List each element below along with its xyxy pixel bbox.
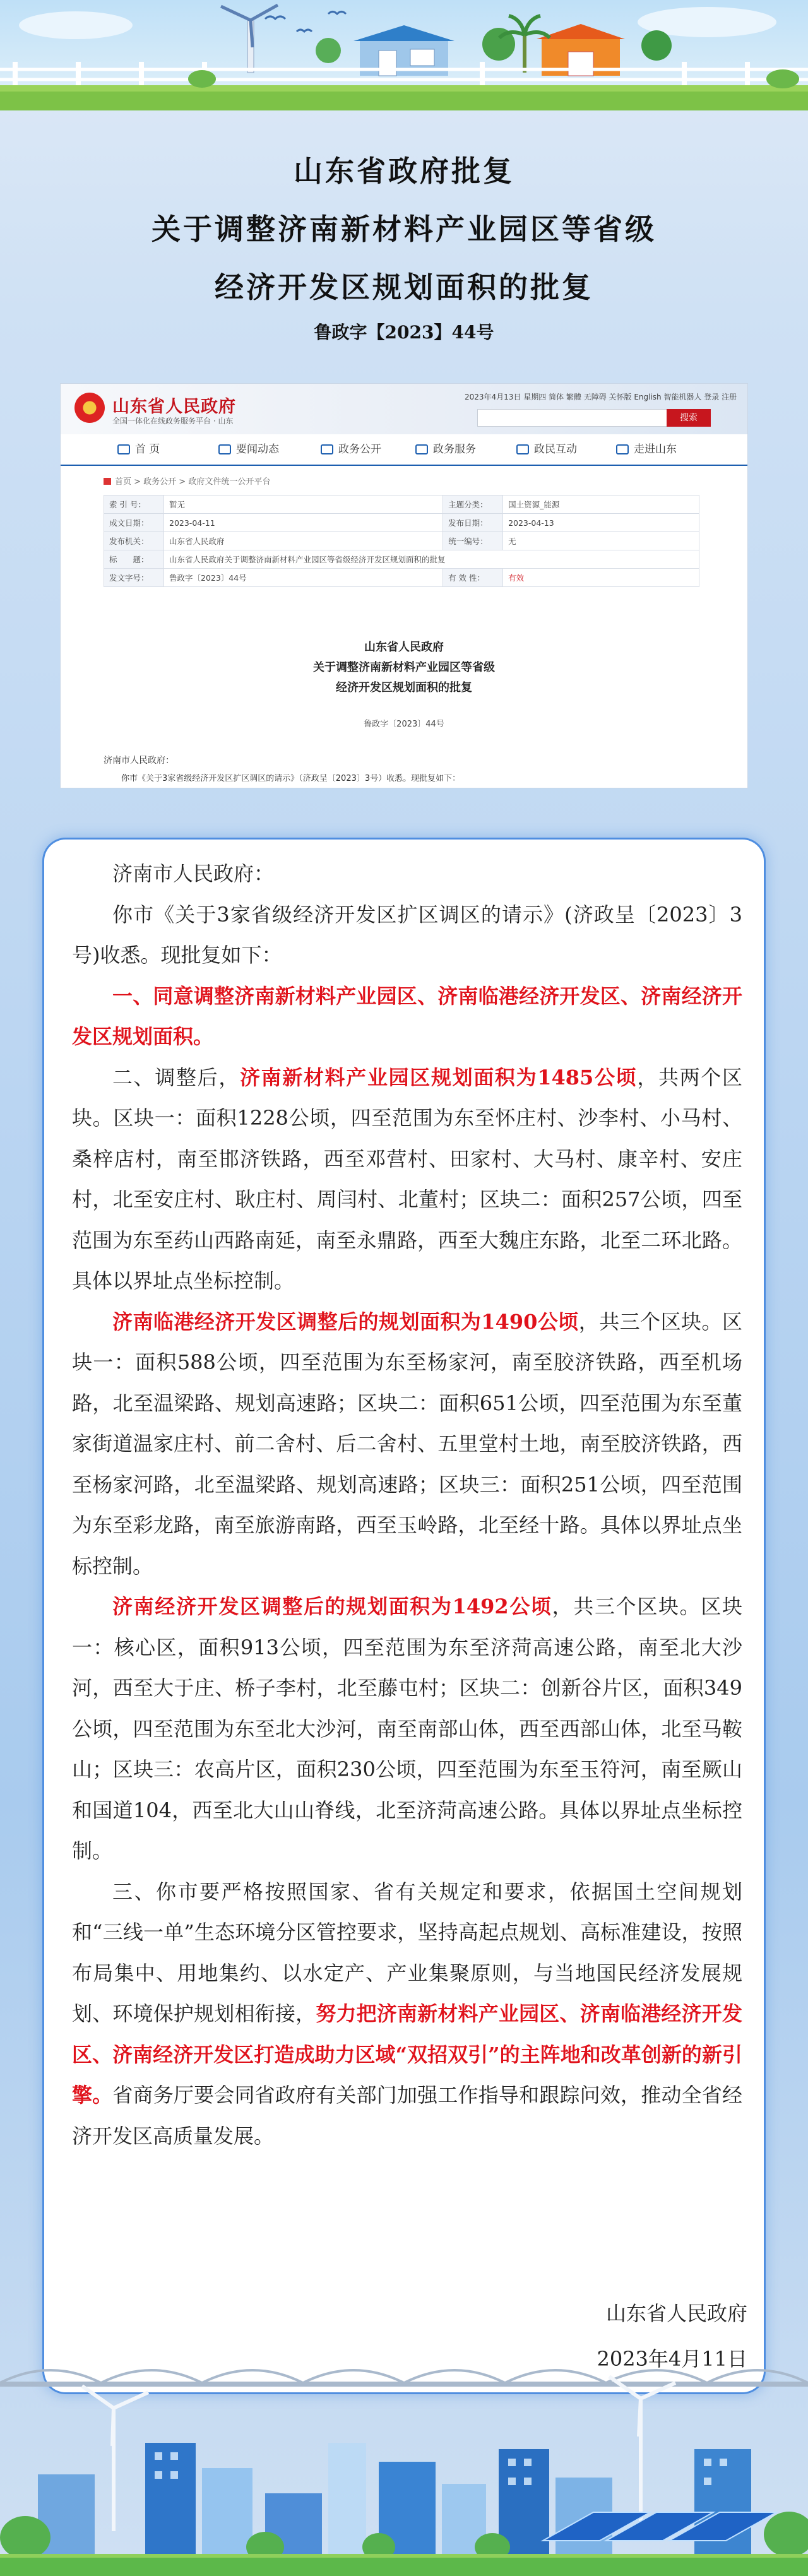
breadcrumb: 首页 > 政务公开 > 政府文件统一公开平台: [104, 475, 270, 487]
signature-org: 山东省人民政府: [605, 2301, 747, 2325]
intro-paragraph: 你市《关于3家省级经济开发区扩区调区的请示》(济政呈〔2023〕3号)收悉。现批复如下：: [72, 902, 742, 967]
reply-body: [72, 853, 742, 2156]
top-banner-illustration: [0, 0, 808, 110]
paragraph-3: 济南临港经济开发区调整后的规划面积为1490公顷，共三个区块。区块一：面积588公顷，四至范围为东至杨家河，南至胶济铁路，西至机场路，北至温梁路、规划高速路；区块二：面积651公顷，四至范围为东至董家街道温家庄村、前二舍村、后二舍村、五里堂村土地，南至胶济铁路，西至杨家河路，北至温梁路、规划高速路；区块三：面积251公顷，四至范围为东至彩龙路，南至旅游南路，西至玉岭路，北至经十路。具体以界址点坐标控制。: [72, 1309, 742, 1578]
table-row: 发文字号： 鲁政字〔2023〕44号 有 效 性： 有效: [104, 569, 699, 587]
chat-icon: [516, 444, 529, 454]
document-number: 鲁政字【2023】44号: [314, 322, 494, 343]
city-skyline-illustration: [0, 2323, 808, 2576]
paragraph-1: 一、同意调整济南新材料产业园区、济南临港经济开发区、济南经济开发区规划面积。: [72, 983, 742, 1048]
folder-icon: [321, 444, 333, 454]
table-row: 索 引 号： 暂无 主题分类： 国土资源_能源: [104, 496, 699, 514]
farm-scene-illustration: [0, 0, 808, 110]
paragraph-5: 三、你市要严格按照国家、省有关规定和要求，依据国土空间规划和“三线一单”生态环境分区管控要求，坚持高起点规划、高标准建设，按照布局集中、用地集约、以水定产、产业集聚原则，与当地国民经济发展规划、环境保护规划相衔接，努力把济南新材料产业园区、济南临港经济开发区、济南经济开发区打造成助力区域“双招双引”的主阵地和改革创新的新引擎。省商务厅要会同省政府有关部门加强工作指导和跟踪问效，推动全省经济开发区高质量发展。: [72, 1879, 742, 2148]
signature-date: 2023年4月11日: [597, 2347, 747, 2371]
table-row: 成文日期： 2023-04-11 发布日期： 2023-04-13: [104, 514, 699, 532]
table-row: 发布机关： 山东省人民政府 统一编号： 无: [104, 532, 699, 550]
portal-document-number: 鲁政字〔2023〕44号: [364, 720, 444, 729]
paragraph-2: 二、调整后，济南新材料产业园区规划面积为1485公顷，共两个区块。区块一：面积1228公顷，四至范围为东至怀庄村、沙李村、小马村、桑梓店村，南至邯济铁路，西至邓营村、田家村、大马村、康辛村、安庄村，北至安庄村、耿庄村、周闫村、北董村；区块二：面积257公顷，四至范围为东至药山西路南延，南至永鼎路，西至大魏庄东路，北至二环北路。具体以界址点坐标控制。: [72, 1065, 742, 1293]
portal-site-name: 山东省人民政府: [112, 397, 236, 417]
portal-site-subtitle: 全国一体化在线政务服务平台 · 山东: [112, 417, 234, 425]
portal-search-input[interactable]: [477, 409, 668, 427]
national-emblem-icon: [74, 393, 105, 423]
home-icon: [117, 444, 130, 454]
nav-gov-service[interactable]: 政务服务: [415, 434, 476, 465]
nav-about-shandong[interactable]: 走进山东: [616, 434, 677, 465]
title-line-2: 关于调整济南新材料产业园区等省级: [152, 212, 656, 246]
portal-top-links[interactable]: 2023年4月13日 星期四 简体 繁體 无障碍 关怀版 English 智能机器人 登录 注册: [465, 393, 737, 401]
nav-news[interactable]: 要闻动态: [218, 434, 279, 465]
home-icon: [104, 478, 111, 485]
salutation: 济南市人民政府：: [112, 862, 275, 886]
portal-nav-bar: [61, 434, 747, 466]
title-line-1: 山东省政府批复: [294, 154, 514, 188]
nav-interaction[interactable]: 政民互动: [516, 434, 577, 465]
portal-document-title: 山东省人民政府 关于调整济南新材料产业园区等省级 经济开发区规划面积的批复: [313, 641, 495, 694]
portal-intro: 你市《关于3家省级经济开发区扩区调区的请示》（济政呈〔2023〕3号）收悉。现批复如下：: [121, 774, 461, 783]
news-icon: [218, 444, 231, 454]
location-icon: [616, 444, 629, 454]
article-title: [0, 142, 808, 316]
paragraph-4: 济南经济开发区调整后的规划面积为1492公顷，共三个区块。区块一：核心区，面积913公顷，四至范围为东至济菏高速公路，南至北大沙河，西至大于庄、桥子李村，北至藤屯村；区块二：创新谷片区，面积349公顷，四至范围为东至北大沙河，南至南部山体，西至西部山体，北至马鞍山；区块三：农高片区，面积230公顷，四至范围为东至玉符河，南至厥山和国道104，西至北大山山脊线，北至济菏高速公路。具体以界址点坐标控制。: [72, 1594, 742, 1863]
portal-header: [61, 384, 747, 434]
heart-icon: [415, 444, 428, 454]
portal-salutation: 济南市人民政府：: [104, 756, 174, 766]
portal-screenshot: [61, 384, 747, 788]
document-info-table: [104, 495, 699, 587]
title-line-3: 经济开发区规划面积的批复: [215, 270, 593, 304]
nav-home[interactable]: 首 页: [117, 434, 160, 465]
table-row: 标 题： 山东省人民政府关于调整济南新材料产业园区等省级经济开发区规划面积的批复: [104, 550, 699, 569]
portal-search-button[interactable]: 搜索: [667, 409, 711, 427]
bottom-city-illustration: [0, 2323, 808, 2576]
nav-gov-open[interactable]: 政务公开: [321, 434, 381, 465]
